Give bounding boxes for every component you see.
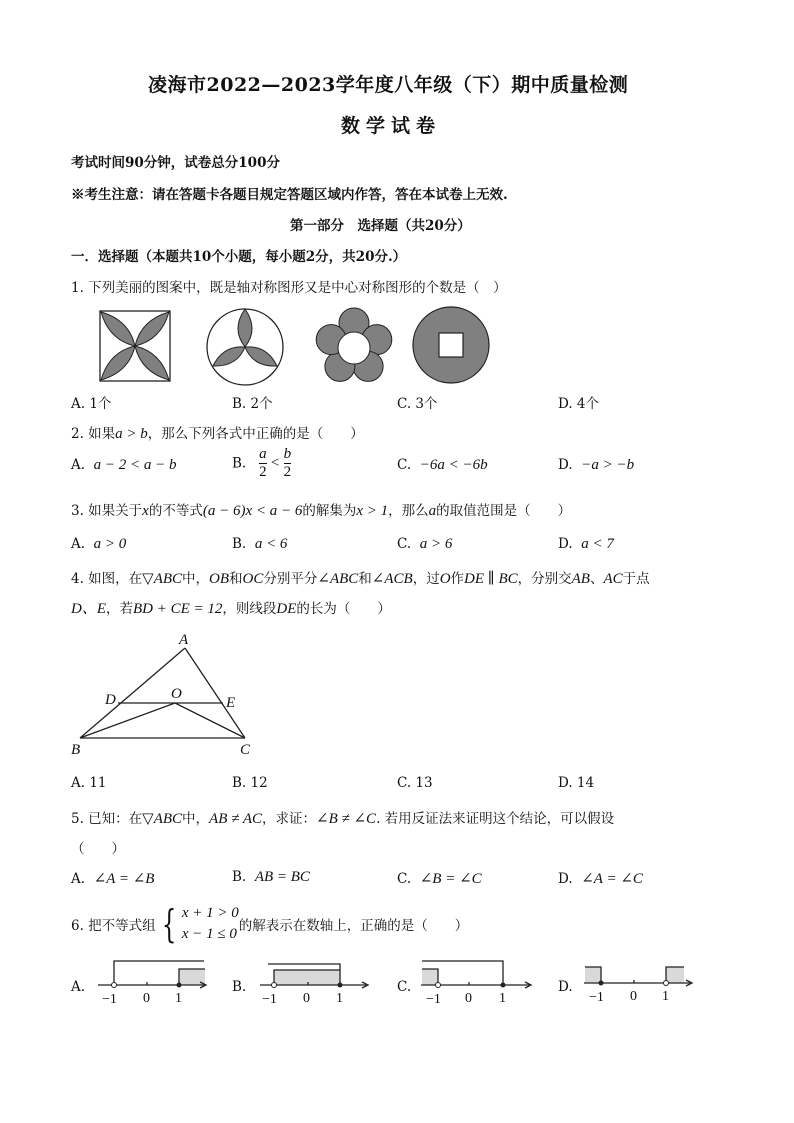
tick-minus1: −1: [102, 992, 117, 1007]
q5-option-b[interactable]: B. AB = BC: [232, 869, 310, 885]
q3-option-a[interactable]: A. a > 0: [71, 536, 127, 552]
label-o: O: [171, 686, 182, 702]
q3-option-d[interactable]: D. a < 7: [558, 536, 614, 552]
q6-ineq-1: x + 1 > 0: [181, 905, 239, 921]
label-d: D: [105, 692, 116, 708]
q3-option-c[interactable]: C. a > 6: [397, 536, 453, 552]
q6-option-b-numberline[interactable]: [256, 958, 376, 1010]
section-heading: 一．选择题（本题共10个小题，每小题2分，共20分.）: [71, 249, 407, 265]
tick-0: 0: [143, 991, 150, 1006]
tick-minus1: −1: [262, 992, 277, 1007]
q1-stem: 1. 下列美丽的图案中，既是轴对称图形又是中心对称图形的个数是（ ）: [71, 280, 507, 296]
tick-0: 0: [465, 991, 472, 1006]
tick-1: 1: [175, 991, 182, 1006]
tick-1: 1: [499, 991, 506, 1006]
q5-option-c[interactable]: C. ∠B = ∠C: [397, 871, 482, 887]
q6-option-d-label[interactable]: D.: [558, 979, 573, 995]
q1-option-c[interactable]: C. 3个: [397, 396, 438, 412]
q4-stem-line2: D、E，若BD + CE = 12，则线段DE的长为（ ）: [71, 601, 391, 617]
q4-option-d[interactable]: D. 14: [558, 775, 595, 791]
tick-1: 1: [662, 989, 669, 1004]
q1-option-d[interactable]: D. 4个: [558, 396, 600, 412]
exam-subtitle: 数学试卷: [341, 115, 442, 137]
q3-stem: 3. 如果关于x的不等式(a − 6)x < a − 6的解集为x > 1，那么a的取值范围是（ ）: [71, 503, 572, 519]
exam-notice: ※考生注意：请在答题卡各题目规定答题区域内作答，答在本试卷上无效.: [71, 187, 508, 203]
q1-option-b[interactable]: B. 2个: [232, 396, 273, 412]
q1-figure-1: [99, 310, 171, 382]
q1-figure-3: [312, 305, 396, 389]
q5-option-a[interactable]: A. ∠A = ∠B: [71, 871, 155, 887]
tick-minus1: −1: [589, 990, 604, 1005]
q6-brace: {: [161, 902, 177, 946]
q5-stem-paren: （ ）: [71, 841, 125, 857]
q4-option-b[interactable]: B. 12: [232, 775, 268, 791]
q4-triangle-figure: [65, 628, 265, 763]
q2-stem: 2. 如果a > b，那么下列各式中正确的是（ ）: [71, 426, 364, 442]
label-c: C: [240, 742, 251, 758]
q1-figure-4: [411, 305, 491, 385]
q5-stem: 5. 已知：在▽ABC中，AB ≠ AC，求证：∠B ≠ ∠C. 若用反证法来证明这个结论，可以假设: [71, 811, 615, 827]
tick-0: 0: [303, 991, 310, 1006]
q4-option-a[interactable]: A. 11: [71, 775, 107, 791]
q2-option-c[interactable]: C. −6a < −6b: [397, 457, 488, 473]
tick-1: 1: [336, 991, 343, 1006]
q6-ineq-2: x − 1 ≤ 0: [181, 926, 237, 942]
label-e: E: [226, 695, 236, 711]
q6-stem: 6. 把不等式组 { x + 1 > 0 x − 1 ≤ 0 的解表示在数轴上，正确的是（ ）: [71, 902, 469, 946]
q3-option-b[interactable]: B. a < 6: [232, 536, 288, 552]
part1-heading: 第一部分 选择题（共20分）: [290, 218, 471, 234]
q4-option-c[interactable]: C. 13: [397, 775, 433, 791]
q6-option-c-numberline[interactable]: [419, 958, 539, 1010]
q2-option-d[interactable]: D. −a > −b: [558, 457, 635, 473]
tick-0: 0: [630, 989, 637, 1004]
label-b: B: [71, 742, 81, 758]
q6-option-c-label[interactable]: C.: [397, 979, 412, 995]
exam-info: 考试时间90分钟，试卷总分100分: [71, 155, 280, 171]
q5-option-d[interactable]: D. ∠A = ∠C: [558, 871, 643, 887]
q4-stem-line1: 4. 如图，在▽ABC中，OB和OC分别平分∠ABC和∠ACB，过O作DE ∥ BC，分别交AB、AC于点: [71, 571, 650, 587]
q6-option-a-label[interactable]: A.: [71, 979, 86, 995]
exam-title: 凌海市2022—2023学年度八年级（下）期中质量检测: [148, 74, 629, 96]
q6-option-a-numberline[interactable]: [94, 958, 214, 1010]
q1-figure-2: [205, 307, 285, 387]
tick-minus1: −1: [426, 992, 441, 1007]
label-a: A: [179, 632, 189, 648]
q1-option-a[interactable]: A. 1个: [71, 396, 112, 412]
q6-option-d-numberline[interactable]: [580, 958, 700, 1010]
q2-option-b[interactable]: B. $\frac{a}{2}$ < $\frac{b}{2}$: [232, 446, 292, 480]
q6-option-b-label[interactable]: B.: [232, 979, 247, 995]
q2-option-a[interactable]: A. a − 2 < a − b: [71, 457, 177, 473]
